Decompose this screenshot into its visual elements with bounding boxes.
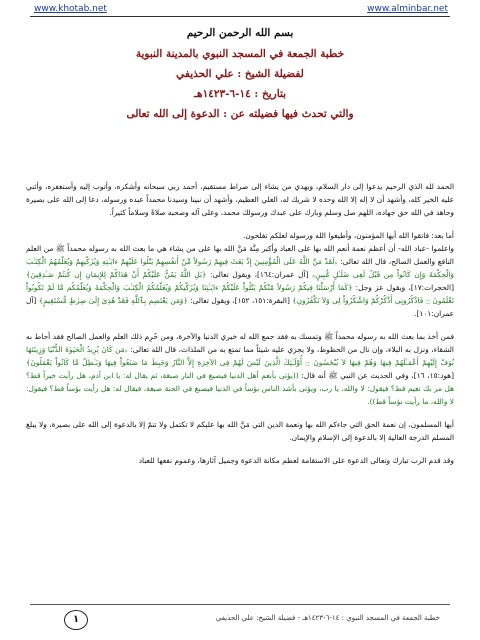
- text-run: فمن أخذ بما بعث الله به رسوله محمداً ﷺ وتمسك به فقد جمع الله له خيري الدنيا والآخرة، ومن حُرِم ذلك العلم والعمل الصالح فقد أحاط به الشقاء، ونزل به البلاء، وإن نال من الحظوظ، ولا يجزي عليه شيئاً مما تمتع به من الملذات، قال الله تعالى:: [26, 332, 454, 354]
- text-run: أما بعد: فاتقوا الله أيها المؤمنون، وأطيعوا الله ورسوله لعلكم تفلحون.: [242, 231, 454, 240]
- sermon-topic: والتي تحدث فيها فضيلته عن : الدعوة إلى الله تعالى: [126, 108, 354, 120]
- text-run: [هود:١٥، ١٦]، وفي الحديث عن النبي ﷺ أنه قال:: [301, 371, 454, 380]
- paragraph-dawah: وقد قدم الرب تبارك وتعالى الدعوة على الاستقامة لعظم مكانة الدعوة وجميل آثارها، وعموم نفعها للعباد: [138, 456, 454, 465]
- bismillah: بسم الله الرحمن الرحيم: [186, 27, 294, 39]
- quran-verse: ﴿لَقَدْ مَنَّ اللَّهُ عَلَى الْمُؤْمِنِينَ إِذْ بَعَثَ فِيهِمْ رَسُولاً مِّنْ أَنفُسِهِمْ يَتْلُوا عَلَيْهِمْ ءايَـٰتِهِ وَيُزَكّيهِمْ وَيُعَلّمُهُمُ الْكِتَـٰبَ وَالْحِكْمَةَ وَإِن كَانُواْ مِن قَبْلُ لَفِى ضَلَـٰلٍ مُّبِينٍ﴾: [26, 257, 454, 279]
- sermon-header: [40, 22, 440, 124]
- alminbar-link[interactable]: www.alminbar.net: [367, 4, 448, 14]
- sermon-date: بتاريخ : ١٤-٦-١٤٢٣هـ: [193, 88, 287, 100]
- header-divider: [30, 16, 450, 17]
- sermon-title: خطبة الجمعة في المسجد النبوي بالمدينة النبوية: [135, 48, 345, 60]
- text-run: [آل عمران:١٦٤]، ويقول تعالى:: [209, 270, 309, 279]
- paragraph-intro: [26, 229, 454, 320]
- sheikh-name: لفضيلة الشيخ : علي الحذيفي: [176, 68, 304, 80]
- page-number: ١: [64, 610, 88, 630]
- quran-verse: ﴿كَمَا أَرْسَلْنَا فِيكُمْ رَسُولاً مّنْكُمْ يَتْلُواْ عَلَيْكُمْ ءايَـٰتِنَا وَيُزَكّيكُمْ وَيُعَلّمُكُمُ الْكِتَـٰبَ وَالْحِكْمَةَ وَيُعَلّمُكُم مَّا لَمْ تَكُونُواْ تَعْلَمُونَ ۝ فَاذْكُرُونِى أَذْكُرْكُمْ وَاشْكُرُواْ لِى وَلاَ تَكْفُرُونِ﴾: [26, 283, 455, 305]
- text-run: [البقرة:١٥١، ١٥٢]، ويقول تعالى:: [190, 296, 290, 305]
- text-run: واعلموا -عباد الله- أن أعظم نعمة أنعم الله بها على العباد وأكبر مِنَّة مَنَّ الله بها على من يشاء هي ما بعث الله به رسوله محمداً ﷺ من العلم النافع والعمل الصالح، قال الله تعالى:: [26, 244, 454, 266]
- quran-verse: ﴿بَلِ اللَّهُ يَمُنُّ عَلَيْكُمْ أَنْ هَدَاكُمْ لِلإِيمَانِ إِن كُنتُمْ صَـٰدِقِينَ﴾: [26, 270, 207, 279]
- khotab-link[interactable]: www.khotab.net: [34, 4, 107, 14]
- text-run: [الحجرات:١٧]، ويقول عز وجل:: [355, 283, 454, 292]
- hadith-quote: ((يؤتى بأنعم أهل الدنيا فيصبغ في النار صبغة، ثم يقال له: يا ابن آدم، هل رأيت خيراً قط؟ هل مر بك نعيم قط؟ فيقول: لا والله، يا رب، ويؤتى بأشد الناس بؤساً في الدنيا فيصبغ في الجنة صبغة، فيقال له: هل رأيت بؤساً قط؟ فيقول: لا والله، ما رأيت بؤساً قط)).: [26, 371, 454, 406]
- sermon-body: [26, 180, 454, 477]
- footer-divider: [30, 604, 450, 605]
- paragraph-blessing: [26, 330, 454, 408]
- quran-verse: ﴿وَمَن يَعْتَصِم بِٱللَّهِ فَقَدْ هُدِىَ إِلَىٰ صِرٰطٍ مُّسْتَقِيمٍ﴾: [38, 296, 188, 305]
- opening-paragraph: الحمد لله الذي الرحيم يدعوا إلى دار السلام، ويهدي من يشاء إلى صراط مستقيم، أحمد ربي سبحانه وأشكره، وأتوب إليه وأستغفره، وأثني عليه الخير كله، وأشهد أن لا إله إلا الله وحده لا شريك له، العلي العظيم، وأشهد أن نبينا وسيدنا محمداً عبده ورسوله، دعا إلى الله على بصيرة وجاهد في الله حق جهاده، اللهم صل وسلم وبارك على عبدك ورسولك محمد، وعلى آله وصحبه صلاةً وسلاماً كثيراً.: [26, 182, 454, 217]
- text-run: [آل عمران:١٠١].: [26, 296, 454, 318]
- paragraph-muslims: أيها المسلمون، إن نعمة الحق التي جاءكم الله بها ونعمة الدين التي مَنَّ الله بها عليكم لا تكتمل ولا تتمّ إلا بالدعوة إلى الله على بصيرة، ولا يبلغ المسلم الدرجة العالية إلا بالدعوة إلى الإسلام والإيمان.: [26, 420, 454, 442]
- quran-verse: ﴿مَن كَانَ يُرِيدُ الْحَيَوٰةَ الدُّنْيَا وَزِينَتَهَا نُوَفّ إِلَيْهِمْ أَعْمَـٰلَهُمْ فِيهَا وَهُمْ فِيهَا لاَ يُبْخَسُونَ ۝ أُوْلَـٰئِكَ الَّذِينَ لَيْسَ لَهُمْ فِى الآخِرَةِ إِلاَّ النَّارُ وَحَبِطَ مَا صَنَعُواْ فِيهَا وَبَـٰطِلٌ مَّا كَانُواْ يَعْمَلُونَ﴾: [26, 345, 454, 367]
- footer-caption: خطبة الجمعة في المسجد النبوي : ١٤-٦-١٤٢٣هـ - فضيلة الشيخ: علي الحذيفي: [215, 614, 440, 622]
